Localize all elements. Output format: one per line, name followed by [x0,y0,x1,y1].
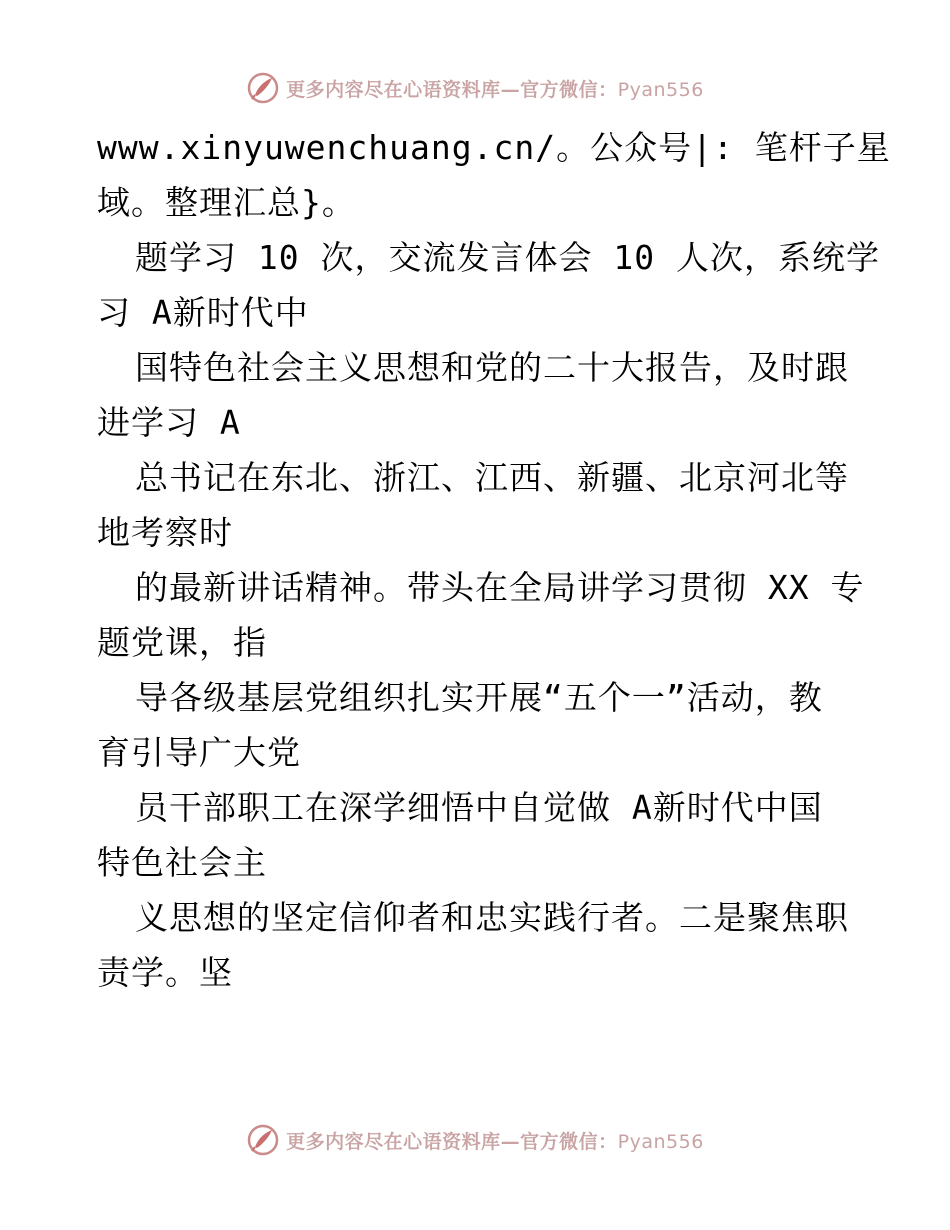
header-banner [0,68,950,108]
text-line: 国特色社会主义思想和党的二十大报告，及时跟 [135,348,849,387]
text-line: 员干部职工在深学细悟中自觉做 A新时代中国 [135,788,823,827]
text-line: 地考察时 [97,513,233,552]
text-line: 习 A新时代中 [97,293,309,332]
text-line: 域。整理汇总}。 [97,183,356,222]
text-line: 题学习 10 次，交流发言体会 10 人次，系统学 [135,238,880,277]
text-line: 总书记在东北、浙江、江西、新疆、北京河北等 [135,458,849,497]
banner-text: 更多内容尽在心语资料库—官方微信：Pyan556 [286,78,704,101]
banner-text: 更多内容尽在心语资料库—官方微信：Pyan556 [286,1130,704,1153]
quill-pen-logo-icon [246,1123,280,1157]
wechat-id: Pyan556 [617,1130,704,1153]
text-line: 义思想的坚定信仰者和忠实践行者。二是聚焦职 [135,898,849,937]
text-line: 题党课，指 [97,623,267,662]
text-line: 进学习 A [97,403,241,442]
text-line: 责学。坚 [97,953,233,992]
quill-pen-logo-icon [246,71,280,105]
wechat-id: Pyan556 [617,78,704,101]
text-line: 导各级基层党组织扎实开展“五个一”活动，教 [135,678,823,717]
text-line: 育引导广大党 [97,733,301,772]
footer-banner [0,1120,950,1160]
document-body [97,120,891,1000]
text-line: 的最新讲话精神。带头在全局讲学习贯彻 XX 专 [135,568,865,607]
text-line: www.xinyuwenchuang.cn/。公众号|: 笔杆子星 [97,128,891,167]
text-line: 特色社会主 [97,843,267,882]
